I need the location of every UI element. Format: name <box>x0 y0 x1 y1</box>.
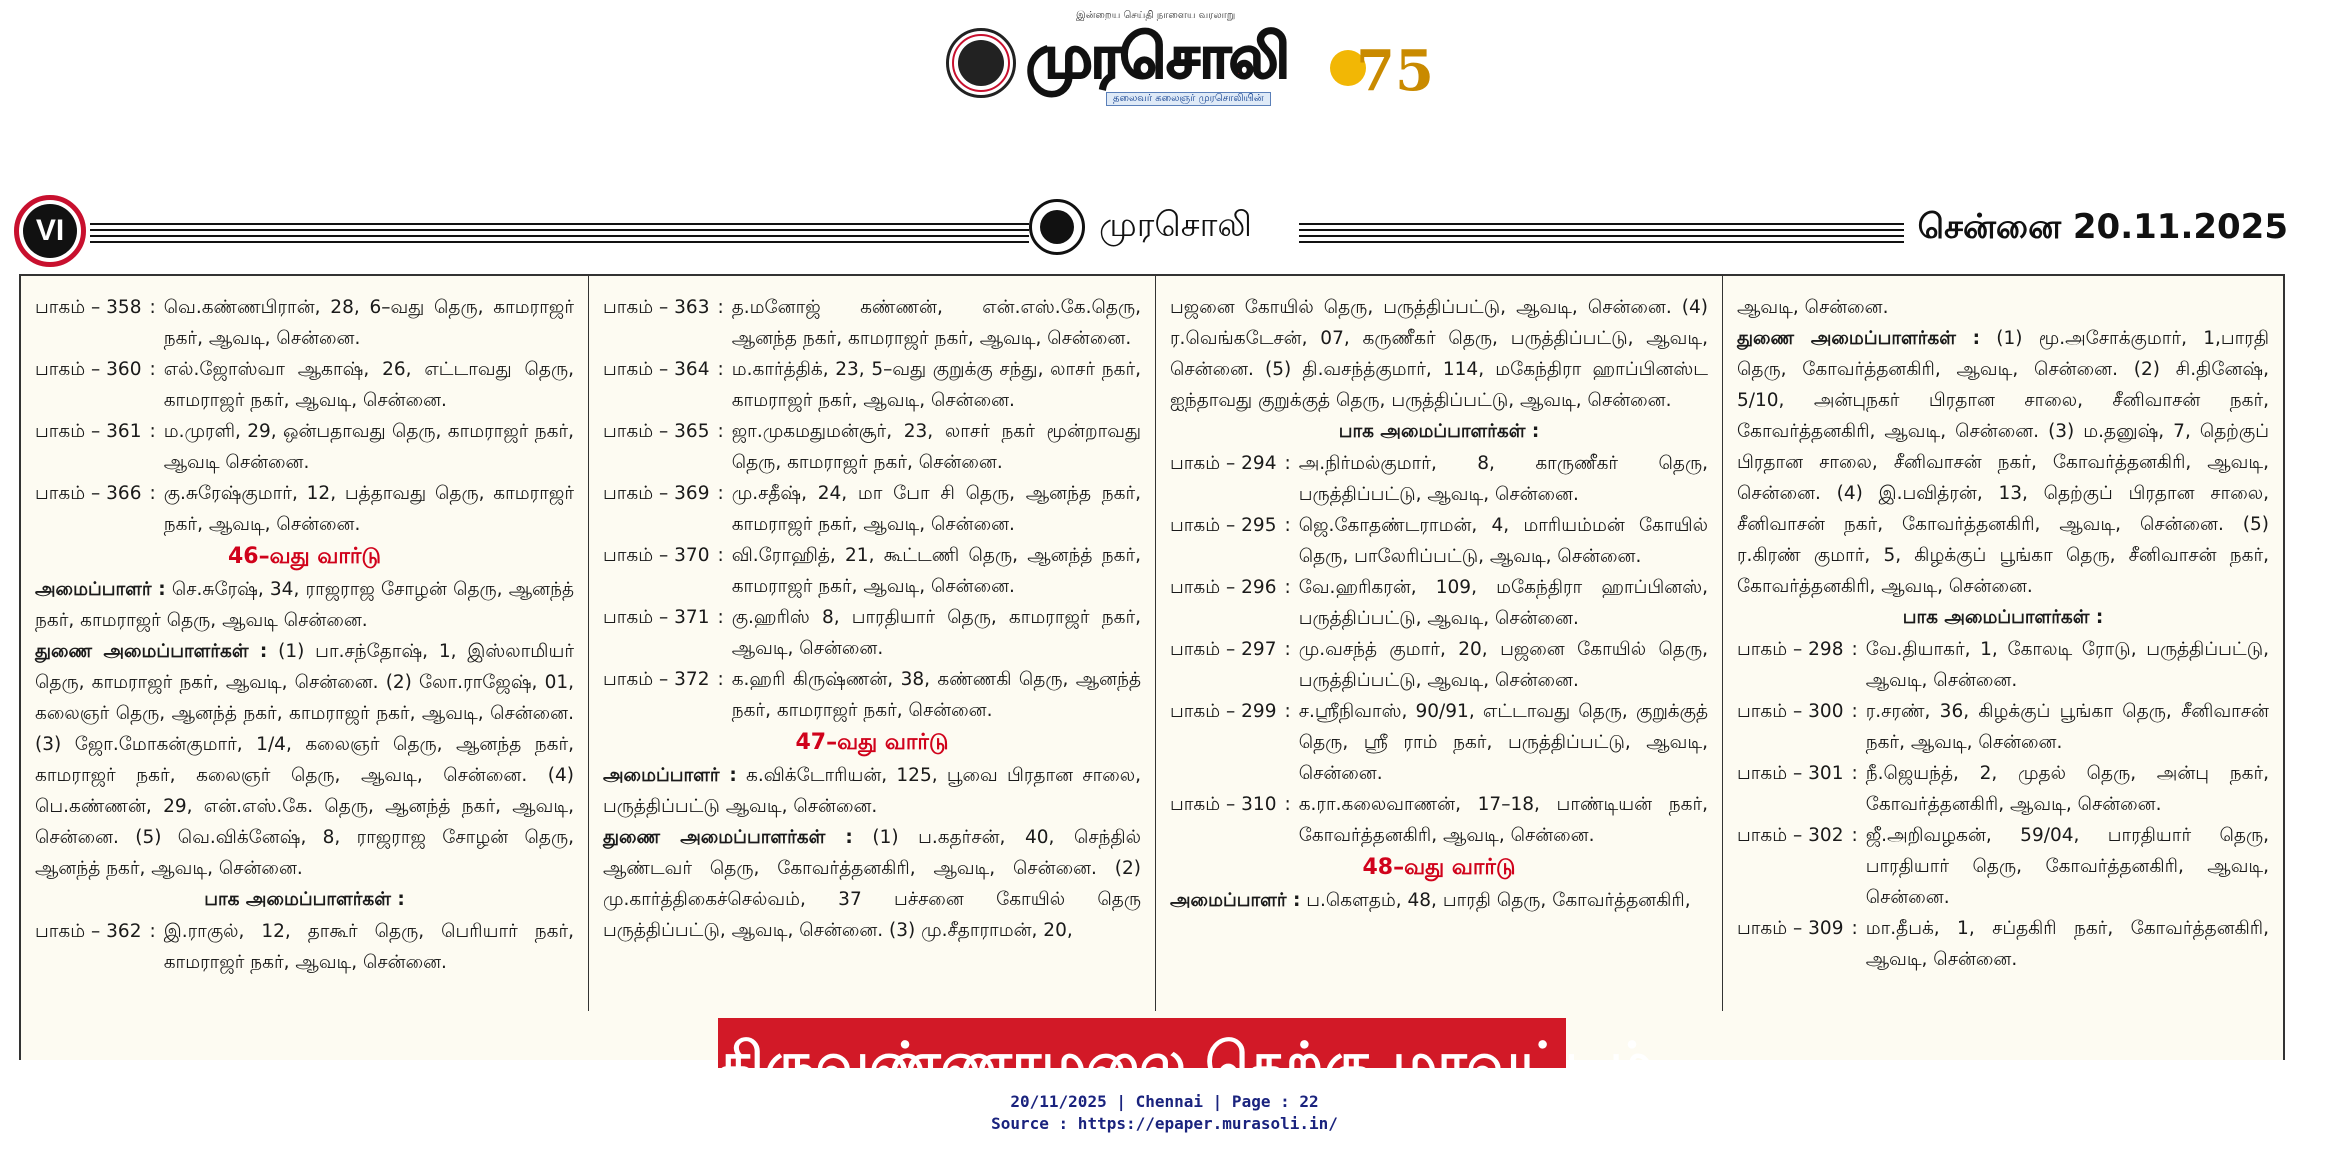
booth-number: பாகம் – 364 <box>603 359 710 380</box>
article-content <box>19 274 2285 1068</box>
organizer-label: அமைப்பாளர் : <box>1170 890 1301 911</box>
separator: : <box>149 921 156 942</box>
party-seal-icon <box>946 28 1016 98</box>
organizer-text: க.விக்டோரியன், 125, பூவை பிரதான சாலை, பருத்திப்பட்டு ஆவடி, சென்னை. <box>603 765 1141 817</box>
booth-entry <box>35 916 574 978</box>
separator: : <box>717 545 724 566</box>
separator: : <box>717 359 724 380</box>
organizer-paragraph <box>603 760 1141 822</box>
booth-address: ம.கார்த்திக், 23, 5–வது குறுக்கு சந்து, லாசர் நகர், காமராஜர் நகர், ஆவடி, சென்னை. <box>731 359 1141 411</box>
booth-address: மா.தீபக், 1, சப்தகிரி நகர், கோவர்த்தனகிரி, ஆவடி, சென்னை. <box>1865 918 2269 970</box>
booth-number: பாகம் – 366 <box>35 483 142 504</box>
booth-number: பாகம் – 310 <box>1170 794 1277 815</box>
booth-number: பாகம் – 360 <box>35 359 142 380</box>
booth-number: பாகம் – 365 <box>603 421 710 442</box>
separator: : <box>1284 794 1291 815</box>
booth-entry <box>1737 820 2269 913</box>
separator: : <box>149 297 156 318</box>
booth-number: பாகம் – 372 <box>603 669 710 690</box>
continued-paragraph: ஆவடி, சென்னை. <box>1737 297 1889 318</box>
separator: : <box>1284 515 1291 536</box>
booth-address: வி.ரோஹித், 21, கூட்டணி தெரு, ஆனந்த் நகர், காமராஜர் நகர், ஆவடி, சென்னை. <box>731 545 1141 597</box>
deputy-label: துணை அமைப்பாளர்கள் : <box>1737 328 1981 349</box>
page-header-bar <box>14 195 2288 267</box>
separator: : <box>717 607 724 628</box>
booth-address: வே.ஹரிகரன், 109, மகேந்திரா ஹாப்பினஸ், பருத்திப்பட்டு, ஆவடி, சென்னை. <box>1298 577 1708 629</box>
section-title: பாக அமைப்பாளர்கள் : <box>1902 607 2104 628</box>
booth-number: பாகம் – 309 <box>1737 918 1844 939</box>
separator: : <box>149 421 156 442</box>
booth-number: பாகம் – 299 <box>1170 701 1277 722</box>
booth-address: க.ரா.கலைவாணன், 17–18, பாண்டியன் நகர், கோவர்த்தனகிரி, ஆவடி, சென்னை. <box>1298 794 1708 846</box>
deputy-organizers-paragraph <box>1737 323 2269 602</box>
organizer-text: செ.சுரேஷ், 34, ராஜராஜ சோழன் தெரு, ஆனந்த் நகர், காமராஜர் தெரு, ஆவடி சென்னை. <box>35 579 574 631</box>
booth-entry <box>603 416 1141 478</box>
header-center-logo <box>1029 199 1299 263</box>
ward-heading: 48–வது வார்டு <box>1362 855 1516 880</box>
booth-entry <box>35 292 574 354</box>
organizer-label: அமைப்பாளர் : <box>603 765 737 786</box>
separator: : <box>1284 701 1291 722</box>
booth-address: ர.சரண், 36, கிழக்குப் பூங்கா தெரு, சீனிவாசன் நகர், ஆவடி, சென்னை. <box>1865 701 2269 753</box>
booth-address: அ.நிர்மல்குமார், 8, காருணீகர் தெரு, பருத்திப்பட்டு, ஆவடி, சென்னை. <box>1298 453 1708 505</box>
booth-number: பாகம் – 294 <box>1170 453 1277 474</box>
header-city-date: சென்னை 20.11.2025 <box>1904 207 2288 251</box>
separator: : <box>1851 639 1858 660</box>
district-banner-text: திருவண்ணாமலை தெற்கு மாவட்டம் <box>718 1031 1655 1096</box>
booth-entry <box>35 478 574 540</box>
column-2 <box>589 276 1155 1068</box>
section-title: பாக அமைப்பாளர்கள் : <box>1338 421 1540 442</box>
booth-entry <box>1170 572 1708 634</box>
deputy-text: (1) மூ.அசோக்குமார், 1,பாரதி தெரு, கோவர்த்தனகிரி, ஆவடி, சென்னை. (2) சி.தினேஷ், 5/10, அன்புநகர் பிரதான சாலை, சீனிவாசன் நகர், கோவர்த்தனகிரி, ஆவடி, சென்னை. (3) ம.தனுஷ், 7, தெற்குப் பிரதான சாலை, சீனிவாசன் நகர், கோவர்த்தனகிரி, ஆவடி, சென்னை. (4) இ.பவித்ரன், 13, தெற்குப் பிரதான சாலை, சீனிவாசன் நகர், கோவர்த்தனகிரி, ஆவடி, சென்னை. (5) ர.கிரண் குமார், 5, கிழக்குப் பூங்கா தெரு, சீனிவாசன் நகர், கோவர்த்தனகிரி, ஆவடி, சென்னை. <box>1737 328 2269 597</box>
ward-heading: 47–வது வார்டு <box>795 730 949 755</box>
booth-address: எல்.ஜோஸ்வா ஆகாஷ், 26, எட்டாவது தெரு, காமராஜர் நகர், ஆவடி, சென்னை. <box>163 359 574 411</box>
booth-address: மு.வசந்த் குமார், 20, பஜனை கோயில் தெரு, பருத்திப்பட்டு, ஆவடி, சென்னை. <box>1298 639 1708 691</box>
deputy-text: (1) ப.கதர்சன், 40, செந்தில் ஆண்டவர் தெரு, கோவர்த்தனகிரி, ஆவடி, சென்னை. (2) மு.கார்த்திகைச்செல்வம், 37 பச்சனை கோயில் தெரு பருத்திப்பட்டு, ஆவடி, சென்னை. (3) மு.சீதாராமன், 20, <box>603 827 1141 941</box>
booth-entry <box>1737 758 2269 820</box>
booth-entry <box>1170 448 1708 510</box>
footer-source: Source : https://epaper.murasoli.in/ <box>991 1114 1338 1133</box>
separator: : <box>717 421 724 442</box>
booth-address: நீ.ஜெயந்த், 2, முதல் தெரு, அன்பு நகர், கோவர்த்தனகிரி, ஆவடி, சென்னை. <box>1865 763 2269 815</box>
booth-entry <box>603 664 1141 726</box>
separator: : <box>1851 763 1858 784</box>
booth-entry <box>35 354 574 416</box>
booth-number: பாகம் – 363 <box>603 297 710 318</box>
separator: : <box>1851 701 1858 722</box>
separator: : <box>1851 918 1858 939</box>
booth-address: த.மனோஜ் கண்ணன், என்.எஸ்.கே.தெரு, ஆனந்த நகர், காமராஜர் நகர், ஆவடி, சென்னை. <box>731 297 1141 349</box>
booth-address: மு.சதீஷ், 24, மா போ சி தெரு, ஆனந்த நகர், காமராஜர் நகர், ஆவடி, சென்னை. <box>731 483 1141 535</box>
booth-number: பாகம் – 302 <box>1737 825 1844 846</box>
organizer-paragraph <box>35 574 574 636</box>
separator: : <box>1284 453 1291 474</box>
booth-number: பாகம் – 296 <box>1170 577 1277 598</box>
district-banner <box>718 1018 1655 1096</box>
separator: : <box>1284 639 1291 660</box>
booth-address: ம.முரளி, 29, ஒன்பதாவது தெரு, காமராஜர் நகர், ஆவடி சென்னை. <box>163 421 574 473</box>
booth-address: ஜெ.கோதண்டராமன், 4, மாரியம்மன் கோயில் தெரு, பாலேரிப்பட்டு, ஆவடி, சென்னை. <box>1298 515 1708 567</box>
masthead <box>946 10 1434 110</box>
footer-date-page: 20/11/2025 | Chennai | Page : 22 <box>1010 1092 1319 1111</box>
separator: : <box>149 483 156 504</box>
booth-entry <box>1170 510 1708 572</box>
booth-entry <box>1170 634 1708 696</box>
deputy-organizers-paragraph <box>35 636 574 884</box>
booth-entry <box>1737 696 2269 758</box>
booth-address: வே.தியாகர், 1, கோலடி ரோடு, பருத்திப்பட்டு, ஆவடி, சென்னை. <box>1865 639 2269 691</box>
anniversary-number: 75 <box>1356 38 1434 104</box>
page-number-badge <box>14 195 86 267</box>
booth-address: கு.ஹரிஸ் 8, பாரதியார் தெரு, காமராஜர் நகர், ஆவடி, சென்னை. <box>731 607 1141 659</box>
booth-number: பாகம் – 361 <box>35 421 142 442</box>
booth-number: பாகம் – 369 <box>603 483 710 504</box>
booth-number: பாகம் – 298 <box>1737 639 1844 660</box>
booth-entry <box>1737 913 2269 975</box>
booth-number: பாகம் – 300 <box>1737 701 1844 722</box>
header-title: முரசொலி <box>1099 205 1252 245</box>
booth-number: பாகம் – 295 <box>1170 515 1277 536</box>
booth-address: க.ஹரி கிருஷ்ணன், 38, கண்ணகி தெரு, ஆனந்த் நகர், காமராஜர் நகர், சென்னை. <box>731 669 1141 721</box>
masthead-subtitle: தலைவர் கலைஞர் முரசொலியின் <box>1106 92 1271 106</box>
booth-entry <box>603 478 1141 540</box>
masthead-tagline: இன்றைய செய்தி நாளைய வரலாறு <box>1076 10 1236 21</box>
booth-number: பாகம் – 370 <box>603 545 710 566</box>
section-title: பாக அமைப்பாளர்கள் : <box>204 889 405 910</box>
booth-number: பாகம் – 358 <box>35 297 142 318</box>
deputy-text: (1) பா.சந்தோஷ், 1, இஸ்லாமியர் தெரு, காமராஜர் நகர், ஆவடி, சென்னை. (2) லோ.ராஜேஷ், 01, கலைஞர் தெரு, ஆனந்த் நகர், காமராஜர் நகர், ஆவடி, சென்னை. (3) ஜோ.மோகன்குமார், 1/4, கலைஞர் தெரு, ஆனந்த நகர், காமராஜர் நகர், கலைஞர் தெரு, ஆவடி, சென்னை. (4) பெ.கண்ணன், 29, என்.எஸ்.கே. தெரு, ஆனந்த் நகர், ஆவடி, சென்னை. (5) வெ.விக்னேஷ், 8, ராஜராஜ சோழன் தெரு, ஆனந்த் நகர், ஆவடி, சென்னை. <box>35 641 574 879</box>
organizer-paragraph <box>1170 885 1708 916</box>
booth-entry <box>1170 789 1708 851</box>
deputy-organizers-paragraph <box>603 822 1141 946</box>
rising-sun-logo-icon <box>1029 199 1085 255</box>
booth-address: வெ.கண்ணபிரான், 28, 6–வது தெரு, காமராஜர் நகர், ஆவடி, சென்னை. <box>163 297 574 349</box>
separator: : <box>1851 825 1858 846</box>
booth-entry <box>603 602 1141 664</box>
newspaper-name: முரசொலி <box>1026 22 1288 92</box>
ward-heading: 46–வது வார்டு <box>227 544 382 569</box>
booth-address: ஜா.முகமதுமன்சூர், 23, லாசர் நகர் மூன்றாவது தெரு, காமராஜர் நகர், சென்னை. <box>731 421 1141 473</box>
booth-address: இ.ராகுல், 12, தாகூர் தெரு, பெரியார் நகர், காமராஜர் நகர், ஆவடி, சென்னை. <box>163 921 574 973</box>
booth-entry <box>1737 634 2269 696</box>
booth-number: பாகம் – 297 <box>1170 639 1277 660</box>
continued-paragraph: பஜனை கோயில் தெரு, பருத்திப்பட்டு, ஆவடி, சென்னை. (4) ர.வெங்கடேசன், 07, கருணீகர் தெரு, பருத்திப்பட்டு, ஆவடி, சென்னை. (5) தி.வசந்த்குமார், 114, மகேந்திரா ஹாப்பினஸ்ட ஐந்தாவது குறுக்குத் தெரு, பருத்திப்பட்டு, ஆவடி, சென்னை. <box>1170 297 1708 411</box>
anniversary-75-icon <box>1326 28 1434 108</box>
column-1 <box>21 276 588 1068</box>
page-number-roman: VI <box>23 204 77 258</box>
booth-address: ச.ஸ்ரீநிவாஸ், 90/91, எட்டாவது தெரு, குறுக்குத் தெரு, ஸ்ரீ ராம் நகர், பருத்திப்பட்டு, ஆவடி, சென்னை. <box>1298 701 1708 784</box>
booth-entry <box>603 292 1141 354</box>
booth-entry <box>603 354 1141 416</box>
booth-entry <box>35 416 574 478</box>
organizer-text: ப.கௌதம், 48, பாரதி தெரு, கோவர்த்தனகிரி, <box>1300 890 1691 911</box>
separator: : <box>717 669 724 690</box>
separator: : <box>1284 577 1291 598</box>
booth-number: பாகம் – 362 <box>35 921 142 942</box>
deputy-label: துணை அமைப்பாளர்கள் : <box>603 827 853 848</box>
booth-entry <box>603 540 1141 602</box>
column-4 <box>1723 276 2283 1068</box>
separator: : <box>149 359 156 380</box>
organizer-label: அமைப்பாளர் : <box>35 579 166 600</box>
deputy-label: துணை அமைப்பாளர்கள் : <box>35 641 268 662</box>
booth-number: பாகம் – 301 <box>1737 763 1844 784</box>
separator: : <box>717 483 724 504</box>
booth-number: பாகம் – 371 <box>603 607 710 628</box>
booth-address: ஜீ.அறிவழகன், 59/04, பாரதியார் தெரு, பாரதியார் தெரு, கோவர்த்தனகிரி, ஆவடி, சென்னை. <box>1865 825 2269 908</box>
booth-address: கு.சுரேஷ்குமார், 12, பத்தாவது தெரு, காமராஜர் நகர், ஆவடி, சென்னை. <box>163 483 574 535</box>
column-3 <box>1156 276 1722 1068</box>
booth-entry <box>1170 696 1708 789</box>
separator: : <box>717 297 724 318</box>
